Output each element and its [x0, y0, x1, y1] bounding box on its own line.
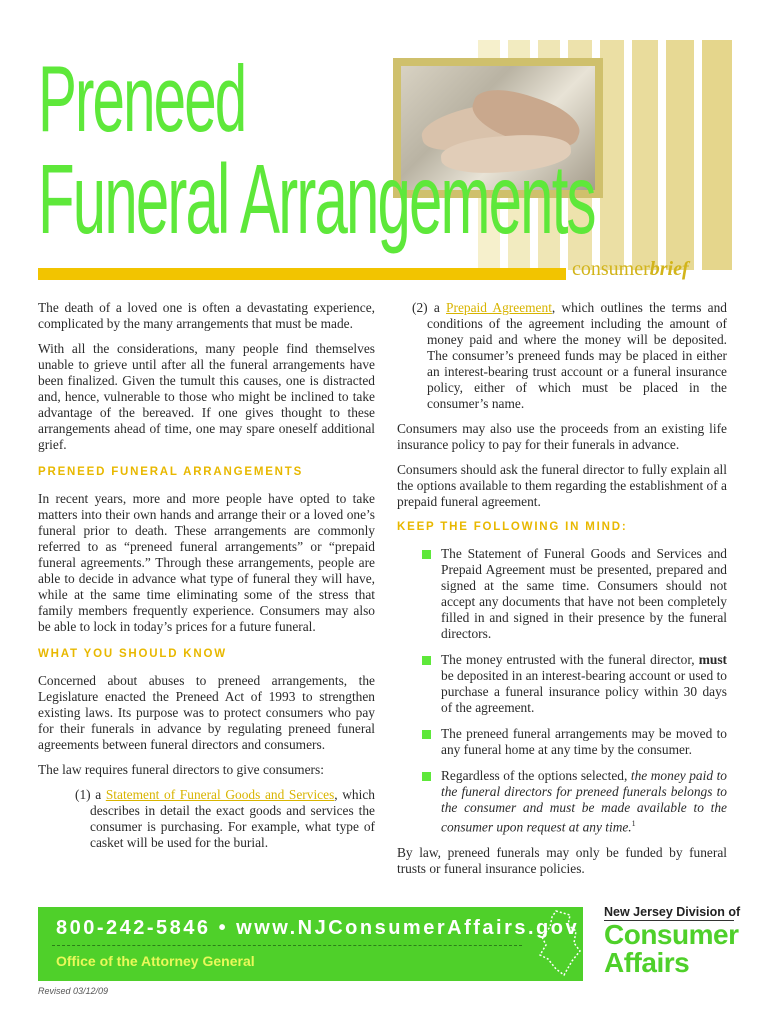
title-line-2: Funeral Arrangements [38, 144, 595, 254]
intro-paragraph: The death of a loved one is often a devastating experience, complicated by the many arrangements that must be made. [38, 300, 375, 331]
item-statement: (1) a Statement of Funeral Goods and Services, which describes in detail the exact goods and services the consumer is purchasing. For example, what type of casket will be used for the burial. [75, 787, 375, 850]
bullet-item: The money entrusted with the funeral director, must be deposited in an interest-bearing account or used to purchase a funeral insurance policy within 30 days of the agreement. [397, 652, 727, 716]
considerations-paragraph: With all the considerations, many people find themselves unable to grieve until after all the funeral arrangements have been finalized. Given the tumult this causes, one is distracted and, hence, vulnerable to those who might be inclined to take advantage of the bereaved. If one gives thought to these arrangements ahead of time, one may spare oneself additional grief. [38, 341, 375, 452]
by-law-paragraph: By law, preneed funerals may only be funded by funeral trusts or funeral insurance policies. [397, 845, 727, 877]
right-column [397, 300, 727, 886]
heading-preneed: PRENEED FUNERAL ARRANGEMENTS [38, 466, 304, 478]
law-requires-paragraph: The law requires funeral directors to give consumers: [38, 762, 324, 777]
legislature-paragraph: Concerned about abuses to preneed arrangements, the Legislature enacted the Preneed Act of 1993 to strengthen existing laws. Its purpose was to protect consumers who pay for their funerals in advance by regulating preneed funeral agreements between funeral directors and consumers. [38, 673, 375, 752]
bullet-square-icon [422, 730, 431, 739]
item-prepaid: (2) a Prepaid Agreement, which outlines the terms and conditions of the agreement including the amount of money paid and where the money will be deposited. The consumer’s preneed funds may be placed in either an interest-bearing trust account or a funeral insurance policy, either of which must be placed in the consumer’s name. [412, 300, 728, 411]
prepaid-agreement-link[interactable]: Prepaid Agreement [446, 300, 552, 315]
division-logo [604, 905, 741, 978]
revised-date: Revised 03/12/09 [38, 986, 109, 996]
bullet-square-icon [422, 772, 431, 781]
ask-director-paragraph: Consumers should ask the funeral director to fully explain all the options available to them regarding the establishment of a prepaid funeral agreement. [397, 462, 727, 509]
bullet-item: Regardless of the options selected, the money paid to the funeral directors for preneed funerals belongs to the consumer and must be made available to the consumer upon request at any time.$^1$ [397, 768, 727, 835]
life-insurance-paragraph: Consumers may also use the proceeds from an existing life insurance policy to pay for their funerals in advance. [397, 421, 727, 452]
left-column [38, 300, 375, 860]
bullet-square-icon [422, 550, 431, 559]
brand-affairs: Affairs [604, 947, 690, 978]
heading-keep-in-mind: KEEP THE FOLLOWING IN MIND: [397, 521, 628, 533]
brand-consumer: Consumer [604, 919, 739, 950]
brand-top-line: New Jersey Division of [604, 905, 741, 919]
new-jersey-map-icon [526, 909, 586, 979]
footer-banner [38, 907, 583, 981]
office-label: Office of the Attorney General [56, 953, 255, 969]
dotted-divider [52, 945, 522, 946]
brief-bar [38, 268, 566, 280]
phone-website[interactable]: 800-242-5846 • www.NJConsumerAffairs.gov [56, 917, 580, 939]
bullet-item: The preneed funeral arrangements may be moved to any funeral home at any time by the consumer. [397, 726, 727, 758]
statement-link[interactable]: Statement of Funeral Goods and Services [105, 787, 335, 802]
bullet-square-icon [422, 656, 431, 665]
recent-years-paragraph: In recent years, more and more people have opted to take matters into their own hands and arrange their or a loved one’s funeral prior to death. These arrangements are commonly referred to as “preneed funeral arrangements” or “prepaid funeral agreements.” Through these arrangements, people are able to decide in advance what type of funeral they will have, while at the same time eliminating some of the stress that family members frequently experience. Consumers may also be able to lock in today’s prices for a future funeral. [38, 491, 375, 634]
bullet-item: The Statement of Funeral Goods and Services and Prepaid Agreement must be presented, prepared and signed at the same time. Consumers should not accept any documents that have not been completely filled in and signed in their presence by the funeral directors. [397, 546, 727, 642]
consumer-brief-label: consumerbrief [572, 258, 689, 280]
heading-what-you-should-know: WHAT YOU SHOULD KNOW [38, 648, 227, 660]
title-line-1: Preneed [38, 46, 246, 151]
